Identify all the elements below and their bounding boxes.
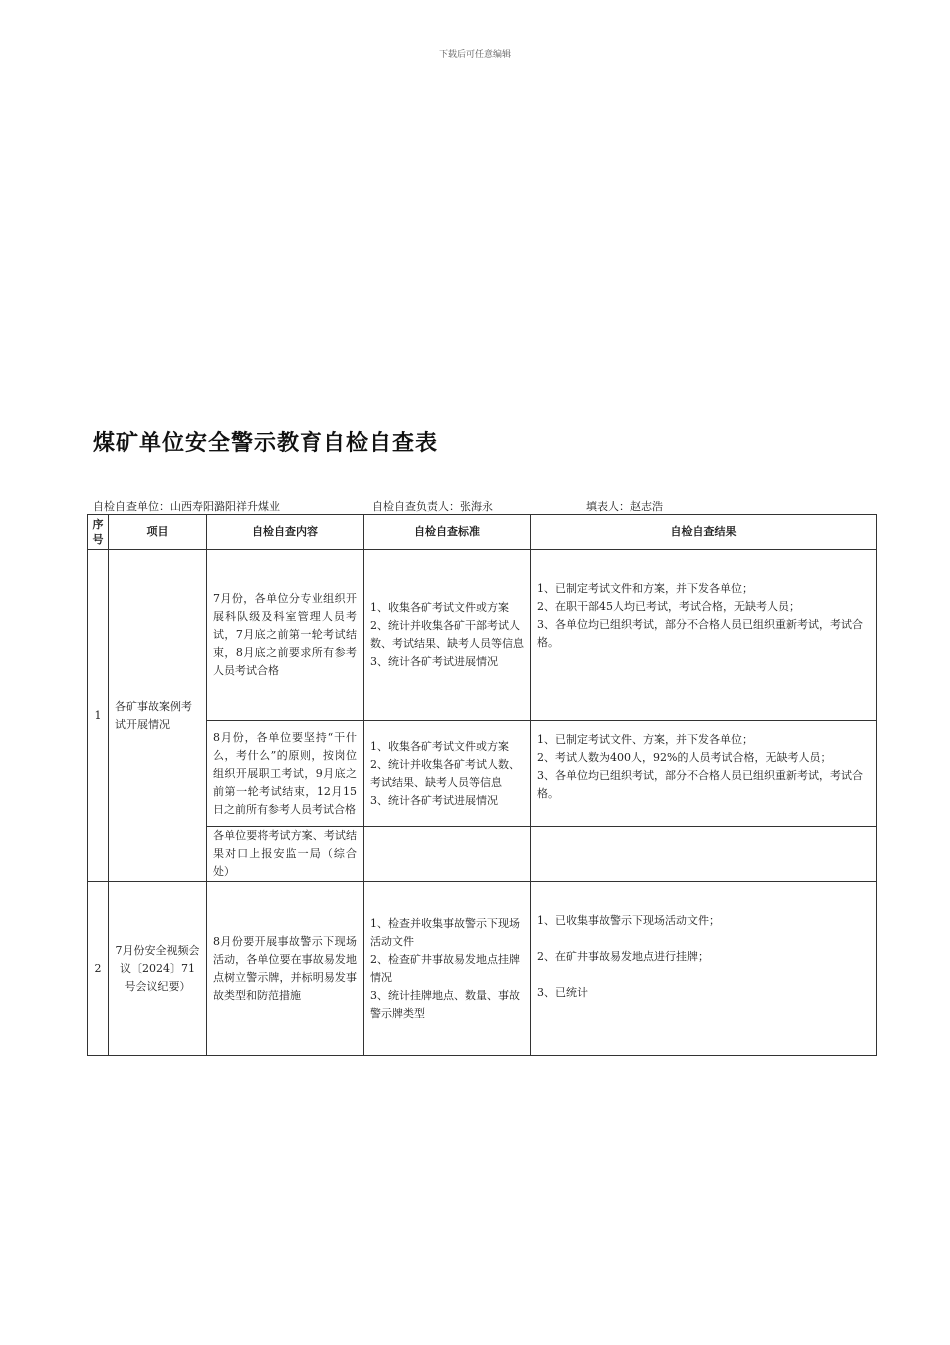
row1-sub3-result [531,827,877,882]
table-row [88,882,877,1056]
inspection-table [87,514,877,1056]
header-seq: 序 号 [88,515,109,550]
form-filler: 填表人：赵志浩 [586,500,663,513]
row2-seq: 2 [88,882,109,1056]
row1-sub1-standard: 1、收集各矿考试文件或方案 2、统计并收集各矿干部考试人数、考试结果、缺考人员等信息 3、统计各矿考试进展情况 [364,550,531,721]
row1-sub3-content: 各单位要将考试方案、考试结果对口上报安监一局（综合处） [207,827,364,882]
header-content: 自检自查内容 [207,515,364,550]
row2-standard: 1、检查并收集事故警示下现场活动文件 2、检查矿井事故易发地点挂牌情况 3、统计挂牌地点、数量、事故警示牌类型 [364,882,531,1056]
document-title: 煤矿单位安全警示教育自检自查表 [93,431,439,456]
meta-line [93,498,893,514]
inspection-unit: 自检自查单位：山西寿阳潞阳祥升煤业 [93,500,280,513]
row1-sub2-result: 1、已制定考试文件、方案，并下发各单位； 2、考试人数为400人，92%的人员考试合格，无缺考人员； 3、各单位均已组织考试，部分不合格人员已组织重新考试，考试合格。 [531,721,877,827]
header-result: 自检自查结果 [531,515,877,550]
page-header-note: 下载后可任意编辑 [438,50,511,60]
row1-sub1-result: 1、已制定考试文件和方案，并下发各单位； 2、在职干部45人均已考试，考试合格，无缺考人员； 3、各单位均已组织考试，部分不合格人员已组织重新考试，考试合格。 [531,550,877,721]
row1-sub2-content: 8月份，各单位要坚持“干什么，考什么”的原则，按岗位组织开展职工考试，9月底之前第一轮考试结束，12月15日之前所有参考人员考试合格 [207,721,364,827]
table-row [88,721,877,827]
row1-item: 各矿事故案例考试开展情况 [109,550,207,882]
responsible-person: 自检自查负责人：张海永 [372,500,493,513]
table-row [88,550,877,721]
header-item: 项目 [109,515,207,550]
row2-result: 1、已收集事故警示下现场活动文件； 2、在矿井事故易发地点进行挂牌； 3、已统计 [531,882,877,1056]
header-standard: 自检自查标准 [364,515,531,550]
table-row [88,827,877,882]
row1-sub1-content: 7月份，各单位分专业组织开展科队级及科室管理人员考试，7月底之前第一轮考试结束，8月底之前要求所有参考人员考试合格 [207,550,364,721]
row2-item: 7月份安全视频会议〔2024〕71号会议纪要） [109,882,207,1056]
row1-seq: 1 [88,550,109,882]
row2-content: 8月份要开展事故警示下现场活动，各单位要在事故易发地点树立警示牌，并标明易发事故类型和防范措施 [207,882,364,1056]
table-header-row [88,515,877,550]
row1-sub3-standard [364,827,531,882]
row1-sub2-standard: 1、收集各矿考试文件或方案 2、统计并收集各矿考试人数、考试结果、缺考人员等信息 3、统计各矿考试进展情况 [364,721,531,827]
